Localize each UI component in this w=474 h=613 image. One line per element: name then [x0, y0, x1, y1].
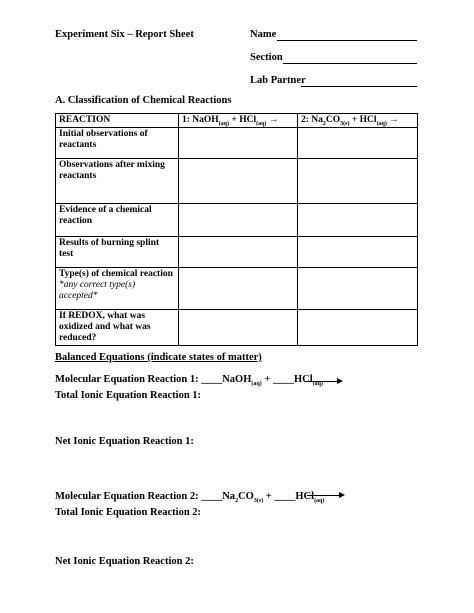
net-ionic-equation-2: Net Ionic Equation Reaction 2: [55, 556, 194, 567]
lab-partner-label: Lab Partner [250, 75, 306, 86]
col-header-reaction-2: 2: $Na_2CO_{3(s)} + HCl_{(aq)}$ → [298, 114, 418, 128]
col-header-reaction: REACTION [56, 114, 179, 128]
answer-cell[interactable] [179, 159, 298, 204]
total-ionic-equation-2: Total Ionic Equation Reaction 2: [55, 507, 202, 518]
row-label: Initial observations of reactants [56, 128, 179, 159]
answer-cell[interactable] [298, 204, 418, 237]
table-row [56, 310, 418, 346]
answer-cell[interactable] [179, 268, 298, 310]
answer-cell[interactable] [298, 128, 418, 159]
table-header-row [56, 114, 418, 128]
arrow-head-icon [339, 492, 345, 498]
answer-cell[interactable] [298, 159, 418, 204]
row-label: Observations after mixing reactants [56, 159, 179, 204]
answer-cell[interactable] [298, 268, 418, 310]
answer-cell[interactable] [298, 237, 418, 268]
col-header-reaction-1: 1: NaOH$_{(aq)}$ + HCl$_{(aq)}$ → [179, 114, 298, 128]
report-title: Experiment Six – Report Sheet [55, 29, 194, 40]
lab-partner-line[interactable] [301, 86, 417, 87]
row-label: Evidence of a chemical reaction [56, 204, 179, 237]
section-label: Section [250, 52, 283, 63]
name-label: Name [250, 29, 277, 40]
table-row [56, 237, 418, 268]
total-ionic-equation-1: Total Ionic Equation Reaction 1: [55, 390, 202, 401]
answer-cell[interactable] [179, 310, 298, 346]
classification-table [55, 113, 418, 346]
table-row [56, 204, 418, 237]
arrow-head-icon [337, 378, 343, 384]
table-row [56, 159, 418, 204]
row-label: Type(s) of chemical reaction *any correct type(s) accepted* [56, 268, 179, 310]
answer-cell[interactable] [179, 237, 298, 268]
molecular-equation-1: Molecular Equation Reaction 1: ____NaOH$_{(aq)}$ + ____HCl$_{(aq)}$ [55, 374, 323, 388]
answer-cell[interactable] [298, 310, 418, 346]
table-row [56, 128, 418, 159]
row-label: Results of burning splint test [56, 237, 179, 268]
section-a-heading: A. Classification of Chemical Reactions [55, 95, 232, 106]
molecular-equation-2: Molecular Equation Reaction 2: $\_\_\_\_Na_2CO_{3(s)}$ + ____HCl$_{(aq)}$ [55, 491, 325, 505]
balanced-equations-heading: Balanced Equations (indicate states of matter) [55, 352, 262, 363]
row-label: If REDOX, what was oxidized and what was reduced? [56, 310, 179, 346]
section-line[interactable] [283, 63, 417, 64]
answer-cell[interactable] [179, 128, 298, 159]
table-row [56, 268, 418, 310]
net-ionic-equation-1: Net Ionic Equation Reaction 1: [55, 436, 194, 447]
row-note: *any correct type(s) accepted* [59, 280, 136, 301]
reaction-arrow-1 [305, 381, 337, 382]
name-line[interactable] [277, 40, 417, 41]
reaction-arrow-2 [307, 495, 339, 496]
answer-cell[interactable] [179, 204, 298, 237]
